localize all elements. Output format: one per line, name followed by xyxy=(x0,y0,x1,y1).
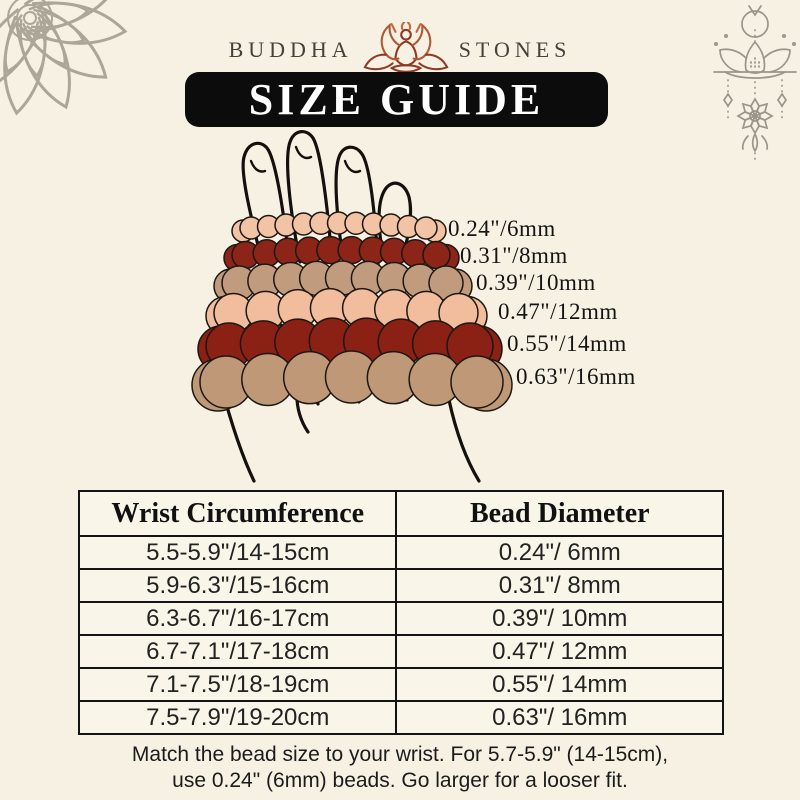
bead-size-label: 0.63"/16mm xyxy=(516,364,636,389)
table-cell: 5.9-6.3"/15-16cm xyxy=(79,569,396,602)
table-row xyxy=(79,536,723,569)
table-header-cell: Wrist Circumference xyxy=(79,491,396,536)
table-header-cell: Bead Diameter xyxy=(396,491,723,536)
table-cell: 0.63"/ 16mm xyxy=(396,701,723,734)
bracelet-bead xyxy=(423,242,450,269)
table-row xyxy=(79,701,723,734)
table-row xyxy=(79,569,723,602)
table-cell: 0.24"/ 6mm xyxy=(396,536,723,569)
bracelet-bead xyxy=(415,217,437,239)
bead-size-label: 0.24"/6mm xyxy=(448,216,556,241)
table-cell: 7.5-7.9"/19-20cm xyxy=(79,701,396,734)
footer-line-1: Match the bead size to your wrist. For 5.7-5.9" (14-15cm), xyxy=(131,743,669,766)
bead-size-label: 0.39"/10mm xyxy=(476,270,596,295)
bead-size-label: 0.31"/8mm xyxy=(460,243,568,268)
brand-name-right: STONES xyxy=(458,37,572,62)
table-cell: 5.5-5.9"/14-15cm xyxy=(79,536,396,569)
size-table xyxy=(78,490,724,735)
table-row xyxy=(79,602,723,635)
bead-size-label: 0.55"/14mm xyxy=(507,331,627,356)
table-row xyxy=(79,635,723,668)
brand-name-left: BUDDHA xyxy=(228,37,353,62)
footer-note xyxy=(0,742,800,793)
table-cell: 7.1-7.5"/18-19cm xyxy=(79,668,396,701)
table-cell: 0.47"/ 12mm xyxy=(396,635,723,668)
size-guide-title: SIZE GUIDE xyxy=(248,75,545,124)
table-cell: 0.31"/ 8mm xyxy=(396,569,723,602)
table-row xyxy=(79,668,723,701)
table-cell: 6.3-6.7"/16-17cm xyxy=(79,602,396,635)
bead-size-label: 0.47"/12mm xyxy=(498,299,618,324)
table-cell: 6.7-7.1"/17-18cm xyxy=(79,635,396,668)
table-cell: 0.55"/ 14mm xyxy=(396,668,723,701)
bracelet-bead xyxy=(451,356,503,408)
footer-line-2: use 0.24" (6mm) beads. Go larger for a looser fit. xyxy=(172,768,628,792)
table-cell: 0.39"/ 10mm xyxy=(396,602,723,635)
